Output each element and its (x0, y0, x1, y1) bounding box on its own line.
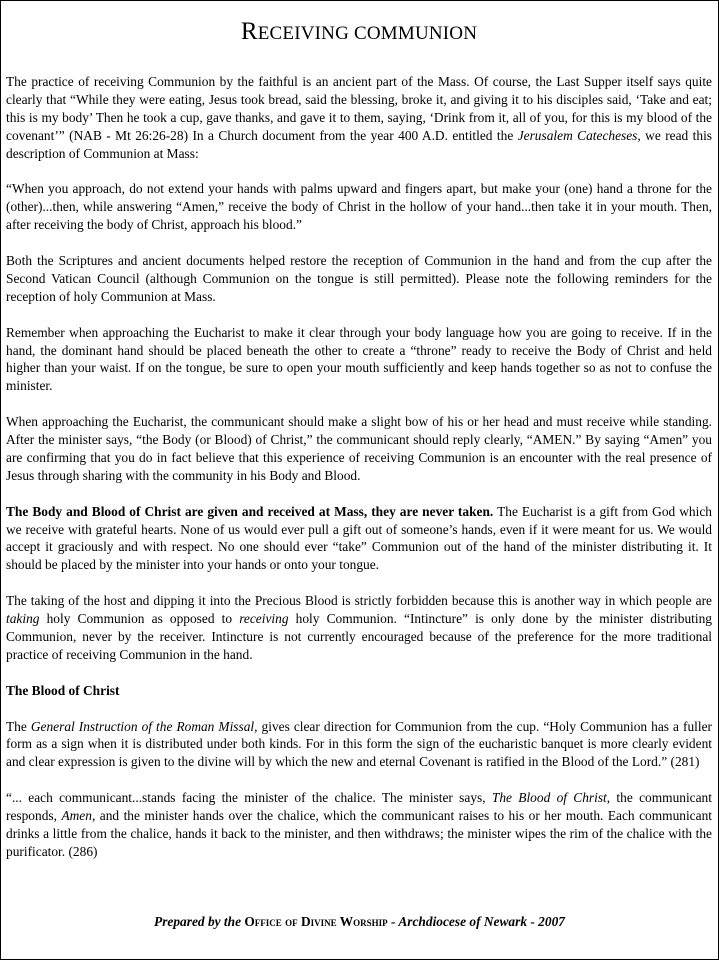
page-title (6, 19, 712, 47)
office-name: Office of Divine Worship (244, 914, 388, 929)
paragraph-restoration: Both the Scriptures and ancient documents helped restore the reception of Communion in the hand and from the cup after the Second Vatican Council (although Communion on the tongue is still permitted). Please note the following reminders for the reception of holy Communion at Mass. (6, 253, 712, 304)
bold-statement: The Body and Blood of Christ are given and received at Mass, they are never taken. (6, 503, 494, 519)
title-initial: R (240, 18, 258, 45)
paragraph-given-received: The Body and Blood of Christ are given and received at Mass, they are never taken. The Eucharist is a gift from God which we receive with grateful hearts. None of us would ever pull a gift out of someone’s hands, even if it were meant for us. We would accept it graciously and with respect. No one should ever “take” Communion out of the hand of the minister distributing it. It should be placed by the minister into your hands or onto your tongue. (6, 503, 712, 573)
paragraph-bow-amen: When approaching the Eucharist, the communicant should make a slight bow of his or her head and must receive while standing. After the minister says, “the Body (or Blood) of Christ,” the communicant should reply clearly, “AMEN.” By saying “Amen” you are confirming that you do in fact believe that this experience of receiving Communion is an encounter with the real presence of Jesus through sharing with the community in his Body and Blood. (6, 414, 712, 483)
document-title-italic: Jerusalem Catecheses, (517, 127, 641, 143)
paragraph-quote-catecheses: “When you approach, do not extend your hands with palms upward and fingers apart, but make your (one) hand a throne for the (other)...then, while answering “Amen,” receive the body of Christ in the hollow of your hand...then take it in your mouth. Then, after receiving the body of Christ, approach his blood.” (6, 181, 712, 233)
paragraph-intincture: The taking of the host and dipping it into the Precious Blood is strictly forbidden because this is another way in which people are taking holy Communion as opposed to receiving holy Communion. “Intincture” is only done by the minister distributing Communion, never by the receiver. Intincture is not currently encouraged because of the preference for the more traditional practice of receiving Communion in the hand. (6, 593, 712, 662)
paragraph-body-language: Remember when approaching the Eucharist to make it clear through your body language how you are going to receive. If in the hand, the dominant hand should be placed beneath the other to create a “throne” ready to receive the Body of Christ and held higher than your waist. If on the tongue, be sure to open your mouth sufficiently and keep hands together so as not to confuse the minister. (6, 324, 712, 394)
section-heading-blood: The Blood of Christ (6, 682, 120, 698)
footer-credit: Prepared by the Office of Divine Worship - Archdiocese of Newark - 2007 (154, 914, 565, 929)
title-rest: ECEIVING COMMUNION (257, 23, 478, 44)
paragraph-girm: The General Instruction of the Roman Missal, gives clear direction for Communion from the cup. “Holy Communion has a fuller form as a sign when it is distributed under both kinds. For in this form the sign of the eucharistic banquet is more clearly evident and clear expression is given to the divine will by which the new and eternal Covenant is ratified in the Blood of the Lord.” (281) (6, 718, 712, 770)
paragraph-chalice: “... each communicant...stands facing the minister of the chalice. The minister says, The Blood of Christ, the communicant responds, Amen, and the minister hands over the chalice, which the communicant raises to his or her mouth. Each communicant drinks a little from the chalice, hands it back to the minister, and then withdraws; the minister wipes the rim of the chalice with the purificator. (286) (6, 790, 712, 859)
paragraph-intro: The practice of receiving Communion by the faithful is an ancient part of the Mass. Of course, the Last Supper itself says quite clearly that “While they were eating, Jesus took bread, said the blessing, broke it, and giving it to his disciples said, ‘Take and eat; this is my body’ Then he took a cup, gave thanks, and gave it to them, saying, ‘Drink from it, all of you, for this is my blood of the covenant’” (NAB - Mt 26:26-28) In a Church document from the year 400 A.D. entitled the Jerusalem Catecheses, we read this description of Communion at Mass: (6, 74, 713, 161)
